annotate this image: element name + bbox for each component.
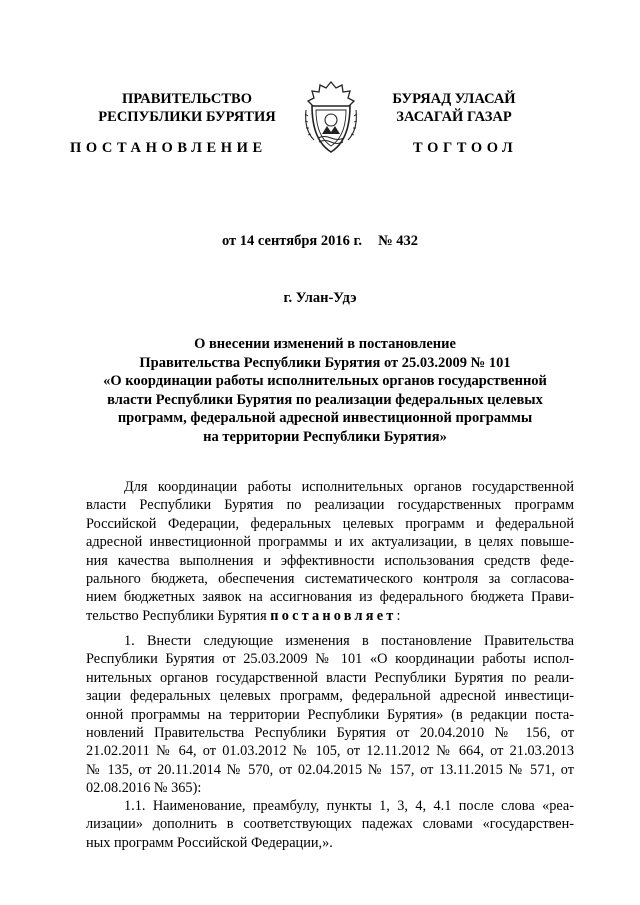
item-1-line: 1. Внести следующие изменения в постановление Правительства xyxy=(124,633,574,649)
preamble-line: Для координации работы исполнительных органов государственной xyxy=(124,479,574,495)
item-1-line: Республики Бурятия от 25.03.2009 № 101 «О координации работы испол- xyxy=(86,651,574,668)
preamble-last-text: тельство Республики Бурятия xyxy=(86,607,267,624)
title-line: Правительства Республики Бурятия от 25.03.2009 № 101 xyxy=(139,354,511,371)
title-line: программ, федеральной адресной инвестиционной программы xyxy=(117,410,533,427)
issuer-ru-line-1: ПРАВИТЕЛЬСТВО xyxy=(122,91,252,107)
preamble-line: ния качества выполнения и эффективности использования средств феде- xyxy=(86,552,574,569)
operative-verb: постановляет xyxy=(270,607,397,624)
item-1-line: 21.02.2011 № 64, от 01.03.2012 № 105, от 12.11.2012 № 664, от 21.03.2013 xyxy=(86,743,574,760)
preamble-line: адресной инвестиционной программы и их актуализации, в целях повыше- xyxy=(86,534,574,551)
item-1-1-line: лизации» дополнить в соответствующих падежах словами «государствен- xyxy=(86,816,574,833)
coat-of-arms-icon xyxy=(300,80,362,156)
preamble-line: власти Республики Бурятия по реализации государственных программ xyxy=(86,497,574,514)
preamble-line: нием бюджетных заявок на ассигнования из федерального бюджета Прави- xyxy=(86,589,574,606)
item-1-line: № 135, от 20.11.2014 № 570, от 02.04.2015 № 157, от 13.11.2015 № 571, от xyxy=(86,761,574,778)
preamble-line: Российской Федерации, федеральных целевых программ и федеральной xyxy=(86,515,574,532)
document-kind-ru: ПОСТАНОВЛЕНИЕ xyxy=(70,140,267,156)
item-1-paragraph xyxy=(86,632,574,798)
title-line: на территории Республики Бурятия» xyxy=(203,428,447,445)
item-1-line: новлений Правительства Республики Бурятия от 20.04.2010 № 156, от xyxy=(86,725,574,742)
issuer-bua-line-2: ЗАСАГАЙ ГАЗАР xyxy=(396,109,512,125)
document-kind-bua: ТОГТООЛ xyxy=(413,140,518,156)
date-number-line xyxy=(0,233,640,250)
document-city: г. Улан-Удэ xyxy=(283,290,357,306)
item-1-line: зации федеральных целевых программ, федеральной адресной инвестици- xyxy=(86,688,574,705)
preamble-colon: : xyxy=(396,607,401,624)
preamble-line: рального бюджета, обеспечения систематического контроля за согласова- xyxy=(86,571,574,588)
issuer-ru xyxy=(82,90,292,126)
item-1-line: нительных органов государственной власти Республики Бурятия по реали- xyxy=(86,669,574,686)
item-1-1-line: ных программ Российской Федерации,». xyxy=(86,834,333,851)
item-1-1-line: 1.1. Наименование, преамбулу, пункты 1, 3, 4, 4.1 после слова «реа- xyxy=(124,798,574,814)
item-1-line: 02.08.2016 № 365): xyxy=(86,780,202,797)
item-1-line: онной программы на территории Республики Бурятия» (в редакции поста- xyxy=(86,706,574,723)
preamble-final-line xyxy=(86,607,574,625)
document-number: № 432 xyxy=(378,233,419,249)
title-line: О внесении изменений в постановление xyxy=(194,336,456,352)
issuer-bua-line-1: БУРЯАД УЛАСАЙ xyxy=(392,91,516,107)
title-line: власти Республики Бурятия по реализации федеральных целевых xyxy=(107,391,543,408)
document-title xyxy=(70,335,580,447)
title-line: «О координации работы исполнительных органов государственной xyxy=(103,373,547,390)
document-date: от 14 сентября 2016 г. xyxy=(221,233,363,249)
item-1-1-paragraph xyxy=(86,797,574,852)
issuer-bua xyxy=(374,90,534,126)
preamble-paragraph xyxy=(86,478,574,625)
issuer-ru-line-2: РЕСПУБЛИКИ БУРЯТИЯ xyxy=(98,109,276,125)
